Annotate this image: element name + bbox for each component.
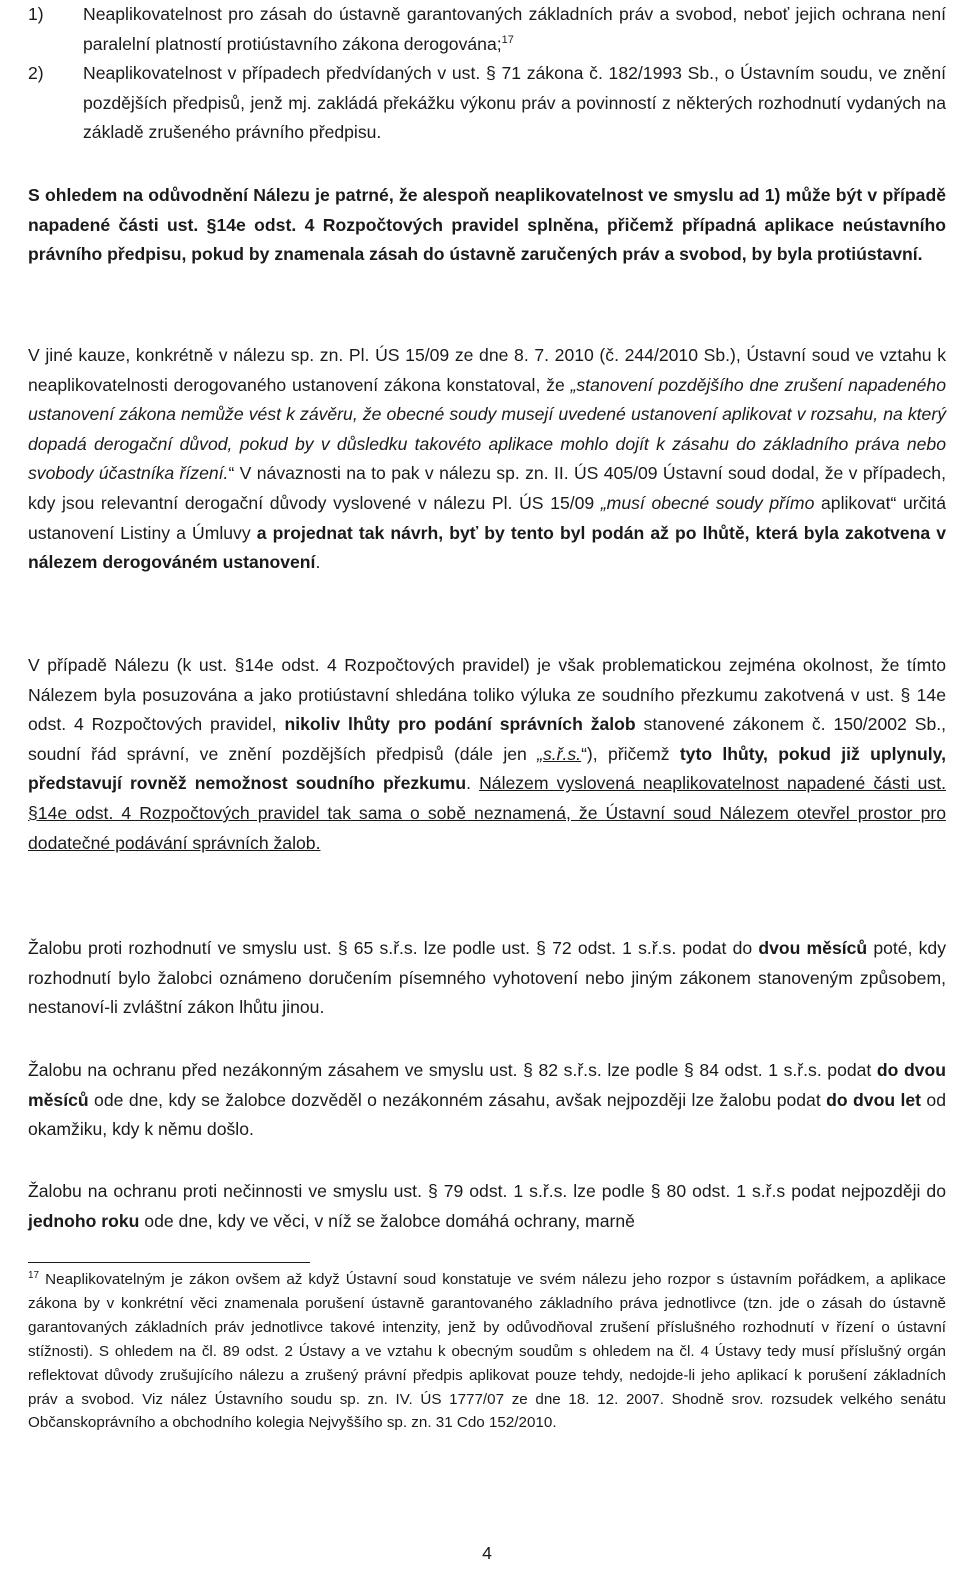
text-run: poté, kdy rozhodnutí bylo žalobci oznámeno doručením písemného vyhotovení nebo jiným zákonem stanoveným způsobem, nestanoví-li zvláštní zákon lhůtu jinou.	[28, 938, 946, 1018]
text-run: V případě Nálezu (k ust. §14e odst. 4 Rozpočtových pravidel) je však problematickou zejména okolnost, že tímto Nálezem byla posuzována a jako protiústavní shledána toliko výluka ze soudního přezkumu zakotvená v ust. § 14e odst. 4 Rozpočtových pravidel,	[28, 655, 946, 735]
bold-text: nikoliv lhůty pro podání správních žalob	[284, 714, 636, 735]
italic-quote: „stanovení pozdějšího dne zrušení napadeného ustanovení zákona nemůže vést k závěru, že obecné soudy musejí uvedené ustanovení aplikovat v rozsahu, na který dopadá derogační důvod, pokud by v důsledku takovéto aplikace mohlo dojít k zásahu do základního práva nebo svobody účastníka řízení.	[28, 374, 947, 484]
text-run: Žalobu proti rozhodnutí ve smyslu ust. § 65 s.ř.s. lze podle ust. § 72 odst. 1 s.ř.s. podat do	[28, 938, 759, 958]
text-run: ode dne, kdy ve věci, v níž se žalobce domáhá ochrany, marně	[139, 1210, 635, 1231]
bold-text: S ohledem na odůvodnění Nálezu je patrné, že alespoň neaplikovatelnost ve smyslu ad 1) může být v případě napadené části ust. §14e odst. 4 Rozpočtových pravidel splněna, přičemž případná aplikace neústavního právního předpisu, pokud by znamenala zásah do ústavně zaručených práv a svobod, by byla protiústavní.	[28, 185, 946, 265]
text-run: aplikovat“ určitá ustanovení Listiny a Úmluvy	[28, 492, 946, 543]
footnote-reference[interactable]: 17	[501, 33, 514, 46]
text-run: .	[315, 552, 321, 573]
abbreviation-underlined: „s.ř.s.	[537, 743, 582, 764]
underlined-text: Nálezem vyslovená neaplikovatelnost napadené části ust. §14e odst. 4 Rozpočtových pravidel tak sama o sobě neznamená, že Ústavní soud Nálezem otevřel prostor pro dodatečné podávání správních žalob.	[28, 773, 946, 853]
italic-quote: „musí obecné soudy přímo	[600, 492, 815, 513]
paragraph	[28, 1056, 946, 1145]
bold-text: dvou měsíců	[758, 938, 868, 958]
paragraph	[28, 181, 946, 270]
paragraph	[28, 1177, 946, 1236]
paragraph	[28, 651, 946, 858]
text-run: “ V návaznosti na to pak v nálezu sp. zn. II. ÚS 405/09 Ústavní soud dodal, že v případech, kdy jsou relevantní derogační důvody vyslovené v nálezu Pl. ÚS 15/09	[28, 463, 946, 513]
text-run: “), přičemž	[581, 743, 680, 764]
list-item-number: 2)	[28, 63, 44, 84]
footnote	[28, 1268, 946, 1435]
bold-text: do dvou měsíců	[28, 1060, 946, 1110]
text-run: V jiné kauze, konkrétně v nálezu sp. zn. Pl. ÚS 15/09 ze dne 8. 7. 2010 (č. 244/2010 Sb.), Ústavní soud ve vztahu k neaplikovatelnosti derogovaného ustanovení zákona konstatoval, že	[28, 345, 946, 395]
footnote-text: Neaplikovatelným je zákon ovšem až když Ústavní soud konstatuje ve svém nálezu jeho rozpor s ústavním pořádkem, a aplikace zákona by v konkrétní věci znamenala porušení ústavně garantovaného základního práva jednotlivce (tzn. jde o zásah do ústavně garantovaných základních práv jednotlivce takové intenzity, jenž by odůvodňoval zrušení příslušného rozhodnutí v řízení o ústavní stížnosti). S ohledem na čl. 89 odst. 2 Ústavy a ve vztahu k obecným soudům s ohledem na čl. 4 Ústavy tedy musí příslušný orgán reflektovat důvody zrušujícího nálezu a zrušený právní předpis aplikovat pouze tehdy, nedojde-li jeho aplikací k porušení základních práv a svobod. Viz nález Ústavního soudu sp. zn. IV. ÚS 1777/07 ze dne 18. 12. 2007. Shodně srov. rozsudek velkého senátu Občanskoprávního a obchodního kolegia Nejvyššího sp. zn. 31 Cdo 152/2010.	[28, 1271, 946, 1432]
numbered-list	[28, 0, 946, 148]
list-item	[28, 59, 946, 148]
bold-text: a projednat tak návrh, byť by tento byl podán až po lhůtě, která byla zakotvena v nálezem derogováném ustanovení	[28, 522, 946, 573]
list-item-text: Neaplikovatelnost v případech předvídaných v ust. § 71 zákona č. 182/1993 Sb., o Ústavním soudu, ve znění pozdějších předpisů, jenž mj. zakládá překážku výkonu práv a povinností z některých rozhodnutí vydaných na základě zrušeného právního předpisu.	[83, 63, 946, 143]
document-page	[28, 0, 946, 1589]
text-run: od okamžiku, kdy k němu došlo.	[28, 1089, 946, 1140]
page-number: 4	[482, 1543, 492, 1563]
paragraph	[28, 341, 946, 578]
list-item-text: Neaplikovatelnost pro zásah do ústavně garantovaných základních práv a svobod, neboť jejich ochrana není paralelní platností protiústavního zákona derogována;	[83, 4, 946, 54]
bold-text: jednoho roku	[28, 1210, 140, 1231]
list-item-number: 1)	[28, 4, 44, 24]
footnote-separator	[28, 1262, 310, 1263]
text-run: stanovené zákonem č. 150/2002 Sb., soudní řád správní, ve znění pozdějších předpisů (dále jen	[28, 714, 946, 764]
paragraph	[28, 934, 946, 1023]
text-run: ode dne, kdy se žalobce dozvěděl o nezákonném zásahu, avšak nejpozději lze žalobu podat	[88, 1089, 827, 1110]
footnote-number: 17	[28, 1269, 40, 1281]
text-run: Žalobu na ochranu před nezákonným zásahem ve smyslu ust. § 82 s.ř.s. lze podle § 84 odst. 1 s.ř.s. podat	[28, 1060, 877, 1080]
list-item	[28, 0, 946, 59]
text-run: .	[466, 773, 480, 794]
bold-text: tyto lhůty, pokud již uplynuly, představují rovněž nemožnost soudního přezkumu	[28, 743, 947, 794]
text-run: Žalobu na ochranu proti nečinnosti ve smyslu ust. § 79 odst. 1 s.ř.s. lze podle § 80 odst. 1 s.ř.s podat nejpozději do	[28, 1181, 946, 1201]
bold-text: do dvou let	[826, 1089, 922, 1110]
